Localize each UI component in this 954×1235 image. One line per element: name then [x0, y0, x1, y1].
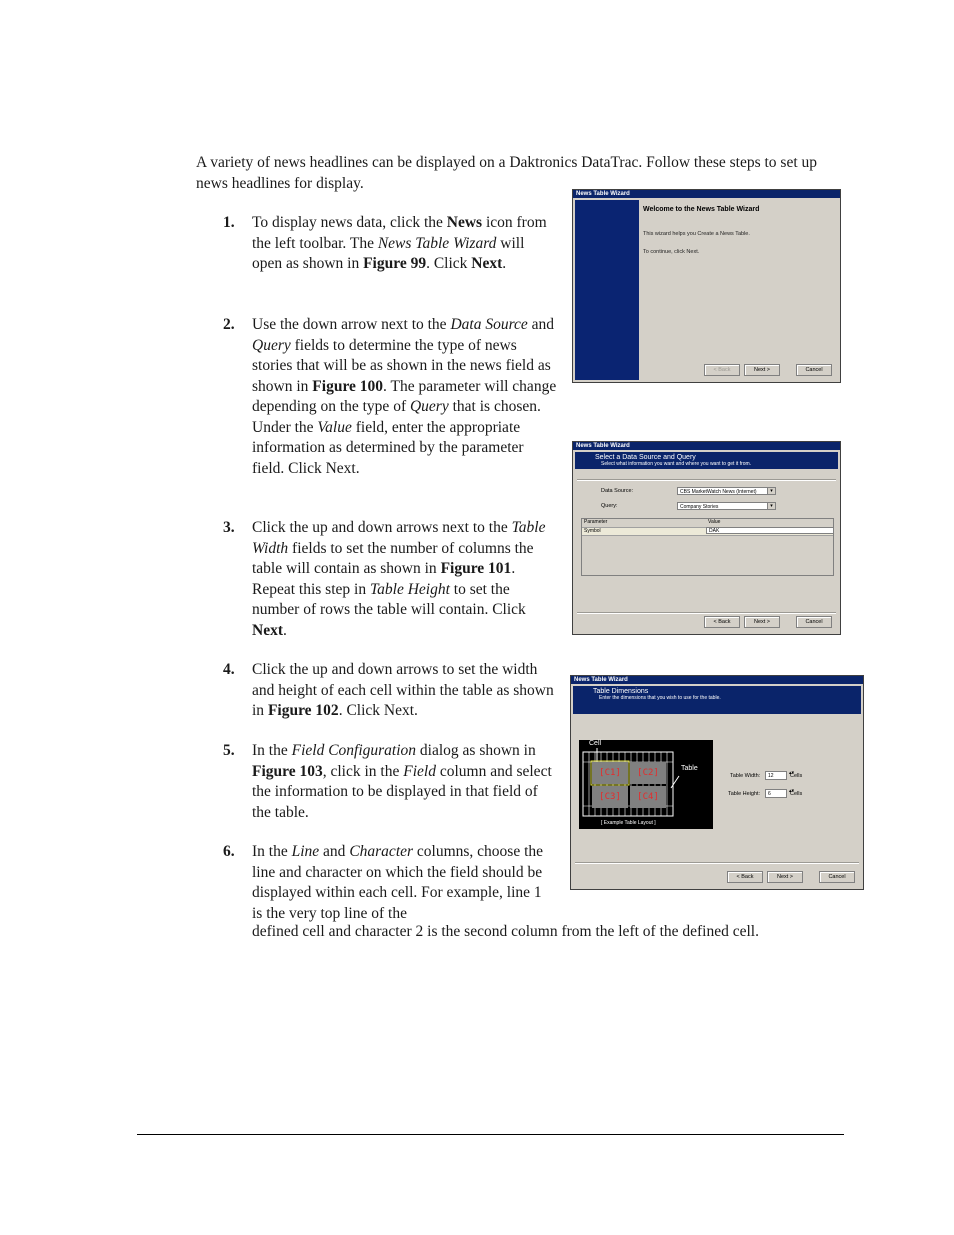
wizard-side-banner — [575, 200, 639, 380]
table-row[interactable] — [582, 527, 833, 536]
step-text — [252, 741, 558, 823]
step-number: 1. — [223, 214, 235, 231]
wizard-subheading: Select what information you want and where you want to get it from. — [601, 461, 752, 467]
table-height-stepper[interactable]: 6 ▴▾ — [765, 789, 787, 798]
wizard-subheading: Enter the dimensions that you wish to use for the table. — [599, 695, 721, 701]
parameter-grid — [581, 518, 834, 576]
wizard-heading: Table Dimensions — [593, 688, 649, 695]
column-value: Value — [708, 519, 721, 525]
step-text-run: and — [527, 316, 555, 333]
step-number: 4. — [223, 661, 235, 678]
step-text-run: to set the number of rows the table will contain. Click — [252, 580, 526, 618]
step-text-run: Figure 100 — [312, 377, 384, 395]
step-text-run: , click in the — [322, 762, 404, 780]
step-text-run: Field — [403, 762, 436, 780]
intro-paragraph: A variety of news headlines can be displayed on a Daktronics DataTrac. Follow these steps to set up news headlines for display. — [196, 154, 818, 192]
step-text-run: fields to set the number of columns the table will contain as shown in — [252, 539, 534, 577]
data-source-label: Data Source: — [601, 488, 634, 494]
layout-cell: [C1] — [592, 762, 628, 784]
parameter-cell: Symbol — [584, 528, 601, 534]
column-parameter: Parameter — [584, 519, 608, 525]
step-text-run: News — [446, 214, 483, 231]
step-text-run: Table Height — [369, 580, 450, 598]
value-input[interactable]: DAK — [706, 527, 834, 534]
wizard-content — [643, 202, 836, 255]
next-button[interactable]: Next > — [744, 364, 780, 376]
figure-100-data-source-wizard — [572, 441, 841, 635]
figure-99-welcome-wizard — [572, 189, 841, 383]
table-label: Table — [681, 765, 698, 772]
figure-101-table-dimensions-wizard — [570, 675, 864, 890]
step-text-run: field, enter the appropriate information as determined by the parameter field. Click Next. — [252, 418, 524, 477]
step-text — [252, 518, 558, 641]
layout-cell: [C3] — [592, 786, 628, 808]
step-5 — [223, 741, 558, 823]
header-divider — [577, 479, 836, 481]
step-text-run: column and select the information to be displayed in that field of the table. — [252, 762, 552, 821]
step-text-run: Line — [291, 843, 320, 860]
step-text-run: . Click — [426, 255, 472, 272]
chevron-down-icon[interactable]: ▾ — [767, 503, 775, 509]
cancel-button[interactable]: Cancel — [819, 871, 855, 883]
layout-cell: [C4] — [630, 786, 666, 808]
step-text-run: Table Width — [252, 519, 546, 557]
window-title: News Table Wizard — [573, 442, 840, 450]
wizard-intro-text: This wizard helps you Create a News Table. — [643, 231, 750, 237]
step-text-run: icon from the left toolbar. The — [252, 214, 547, 252]
step-text-run: . — [283, 621, 287, 639]
wizard-buttons — [704, 616, 832, 628]
step-text-run: Click the up and down arrows next to the — [252, 519, 512, 536]
step-text-run: will open as shown in — [252, 234, 525, 272]
step-text-run: To display news data, click the — [252, 214, 447, 231]
step-text-run: Data Source — [450, 316, 528, 333]
wizard-buttons — [704, 364, 832, 376]
step-text-run: Click the up and down arrows to set the width and height of each cell within the table as shown in — [252, 661, 554, 719]
wizard-heading: Welcome to the News Table Wizard — [643, 206, 760, 213]
footer-divider — [577, 612, 836, 614]
grid-header — [582, 519, 833, 527]
step-1 — [223, 213, 558, 275]
step-text-run: Figure 103 — [252, 762, 323, 780]
step-3 — [223, 518, 558, 641]
step-text-run: dialog as shown in — [416, 742, 536, 759]
step-text-run: Use the down arrow next to the — [252, 316, 451, 333]
wizard-heading: Select a Data Source and Query — [595, 454, 696, 461]
cell-label: Cell — [589, 740, 602, 747]
example-table-layout — [579, 740, 713, 829]
step-6 — [223, 842, 558, 924]
step-text-run: . Repeat this step in — [252, 560, 516, 598]
step-text-run: and — [319, 843, 350, 860]
wizard-buttons — [727, 871, 855, 883]
step-text-run: Figure 101 — [440, 560, 512, 577]
query-select[interactable] — [677, 502, 776, 510]
step-text-run: . — [502, 255, 507, 272]
data-source-select[interactable] — [677, 487, 776, 495]
step-text-run: News Table Wizard — [377, 234, 497, 252]
table-height-label: Table Height: — [728, 791, 761, 797]
footer-rule — [137, 1134, 844, 1135]
step-number: 5. — [223, 742, 235, 759]
step-text-run: Field Configuration — [291, 742, 417, 759]
step-number: 2. — [223, 316, 235, 333]
step-2 — [223, 315, 558, 479]
cells-unit-label: Cells — [790, 791, 803, 797]
step-text-run: Character — [349, 843, 414, 860]
step-text — [252, 315, 558, 479]
table-width-label: Table Width: — [730, 773, 761, 779]
footer-divider — [575, 862, 859, 864]
table-width-stepper[interactable]: 12 ▴▾ — [765, 771, 787, 780]
step-text-run: Figure 99 — [363, 255, 427, 272]
wizard-continue-text: To continue, click Next. — [643, 249, 700, 255]
next-button[interactable]: Next > — [744, 616, 780, 628]
step-text-run: Query — [252, 336, 291, 354]
step-text-run: . The parameter will change depending on the type of — [252, 377, 557, 415]
step-text-run: that is chosen. Under the — [252, 398, 541, 436]
step-text-run: Figure 102 — [267, 702, 339, 719]
step-number: 3. — [223, 519, 235, 536]
back-button[interactable]: < Back — [727, 871, 763, 883]
layout-caption: [ Example Table Layout ] — [601, 820, 656, 826]
back-button[interactable]: < Back — [704, 616, 740, 628]
step-text-run: Next — [471, 255, 503, 272]
window-title: News Table Wizard — [573, 190, 840, 198]
layout-grid-graphic — [579, 740, 713, 829]
window-title: News Table Wizard — [571, 676, 863, 684]
wizard-header — [575, 452, 838, 469]
query-value: Company Stories — [680, 504, 719, 510]
wizard-header — [573, 686, 861, 714]
chevron-down-icon[interactable]: ▾ — [767, 488, 775, 494]
step-text-run: fields to determine the type of news stories that will be as shown in the news field as shown in — [252, 336, 551, 395]
step-text-run: . Click Next. — [338, 702, 418, 719]
step-text-run: Value — [317, 418, 352, 436]
step-4 — [223, 660, 558, 722]
back-button[interactable]: < Back — [704, 364, 740, 376]
step-text-run: In the — [252, 742, 292, 759]
query-label: Query: — [601, 503, 618, 509]
cancel-button[interactable]: Cancel — [796, 364, 832, 376]
data-source-value: CBS MarketWatch News (Internet) — [680, 489, 757, 495]
step-text — [252, 842, 552, 924]
step-text-run: Next — [252, 621, 283, 639]
step-text — [252, 213, 558, 275]
step-6-continued: defined cell and character 2 is the second column from the left of the defined cell. — [252, 923, 759, 940]
next-button[interactable]: Next > — [767, 871, 803, 883]
step-text-run: In the — [252, 843, 292, 860]
layout-cell: [C2] — [630, 762, 666, 784]
cancel-button[interactable]: Cancel — [796, 616, 832, 628]
step-text — [252, 660, 558, 722]
step-number: 6. — [223, 843, 235, 860]
step-text-run: Query — [409, 398, 449, 415]
cells-unit-label: Cells — [790, 773, 803, 779]
step-text-run: columns, choose the line and character on which the field should be displayed within each cell. For example, line 1 is the very top line of the — [252, 843, 544, 922]
